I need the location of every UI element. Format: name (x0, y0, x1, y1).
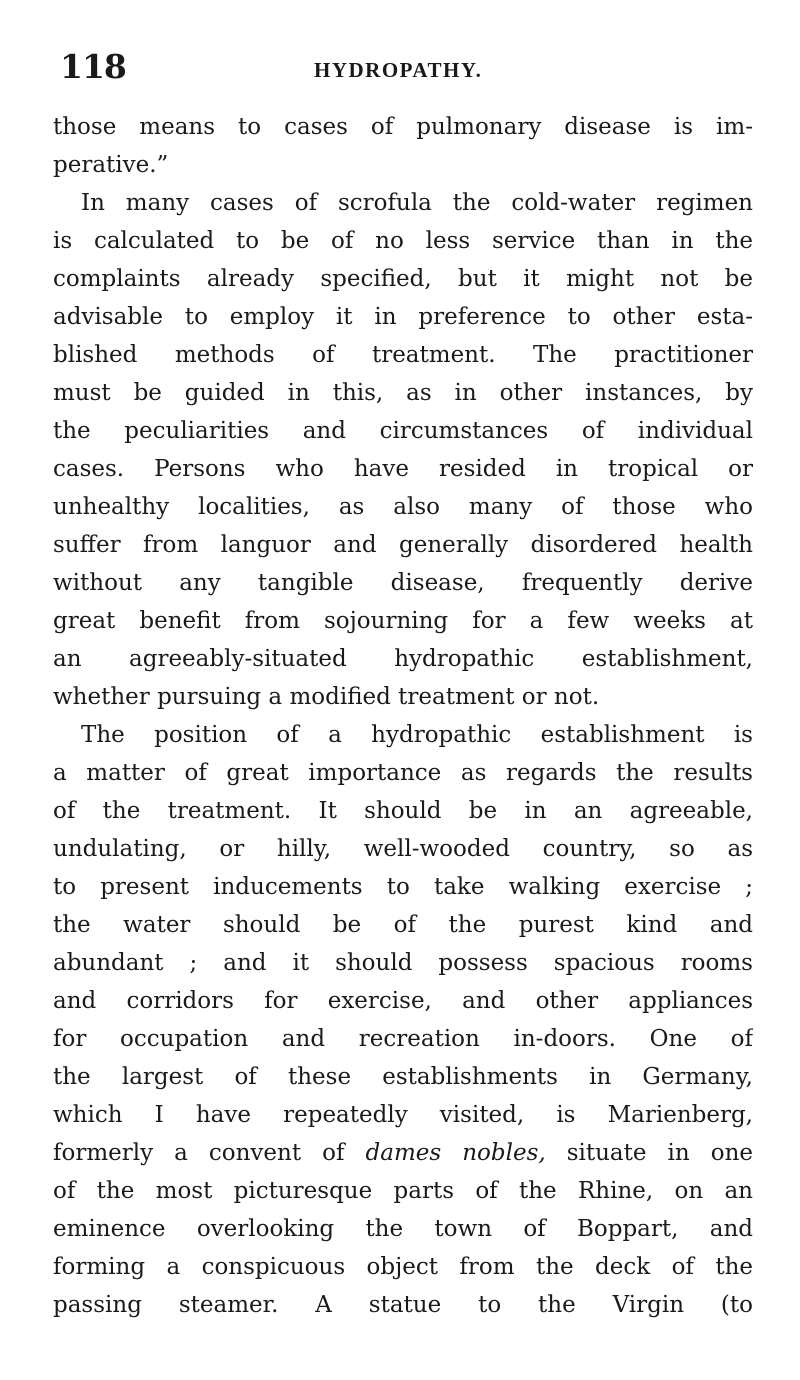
text-line: eminence overlooking the town of Boppart, and (53, 1216, 753, 1242)
text-line: without any tangible disease, frequently derive (53, 570, 753, 596)
italic-phrase: dames nobles, (365, 1140, 546, 1166)
text-line: unhealthy localities, as also many of those who (53, 494, 753, 520)
text-line: the peculiarities and circumstances of individual (53, 418, 753, 444)
body-text (53, 108, 753, 1324)
text-line: of the most picturesque parts of the Rhine, on an (53, 1178, 753, 1204)
text-line: the largest of these establishments in Germany, (53, 1064, 753, 1090)
text-line: the water should be of the purest kind and (53, 912, 753, 938)
text-line-with-italic (53, 1134, 753, 1172)
running-head: HYDROPATHY. (314, 58, 483, 82)
text-line: passing steamer. A statue to the Virgin (to (53, 1292, 753, 1318)
text-line: The position of a hydropathic establishment is (81, 722, 753, 748)
text-line: a matter of great importance as regards the results (53, 760, 753, 786)
text-line: whether pursuing a modified treatment or not. (53, 684, 600, 710)
text-line: complaints already specified, but it might not be (53, 266, 753, 292)
text-line: and corridors for exercise, and other appliances (53, 988, 753, 1014)
text-line: cases. Persons who have resided in tropical or (53, 456, 753, 482)
page-number: 118 (60, 47, 126, 86)
text-line: advisable to employ it in preference to other esta- (53, 304, 753, 330)
text-line: is calculated to be of no less service than in the (53, 228, 753, 254)
text-line: abundant ; and it should possess spacious rooms (53, 950, 753, 976)
text-line: which I have repeatedly visited, is Marienberg, (53, 1102, 753, 1128)
text-line: for occupation and recreation in-doors. One of (53, 1026, 753, 1052)
text-line: those means to cases of pulmonary disease is im- (53, 114, 753, 140)
text-line: suffer from languor and generally disordered health (53, 532, 753, 558)
text-line: In many cases of scrofula the cold-water regimen (81, 190, 753, 216)
text-segment: situate in one (545, 1140, 753, 1166)
text-line: an agreeably-situated hydropathic establishment, (53, 646, 753, 672)
page-header (60, 44, 750, 90)
text-line: to present inducements to take walking exercise ; (53, 874, 753, 900)
text-line: must be guided in this, as in other instances, by (53, 380, 753, 406)
text-line: blished methods of treatment. The practitioner (53, 342, 753, 368)
text-line: of the treatment. It should be in an agreeable, (53, 798, 753, 824)
text-line: undulating, or hilly, well-wooded country, so as (53, 836, 753, 862)
text-line: forming a conspicuous object from the deck of the (53, 1254, 753, 1280)
text-segment: formerly a convent of (53, 1140, 366, 1166)
text-line: perative.” (53, 152, 169, 178)
text-line: great benefit from sojourning for a few weeks at (53, 608, 753, 634)
